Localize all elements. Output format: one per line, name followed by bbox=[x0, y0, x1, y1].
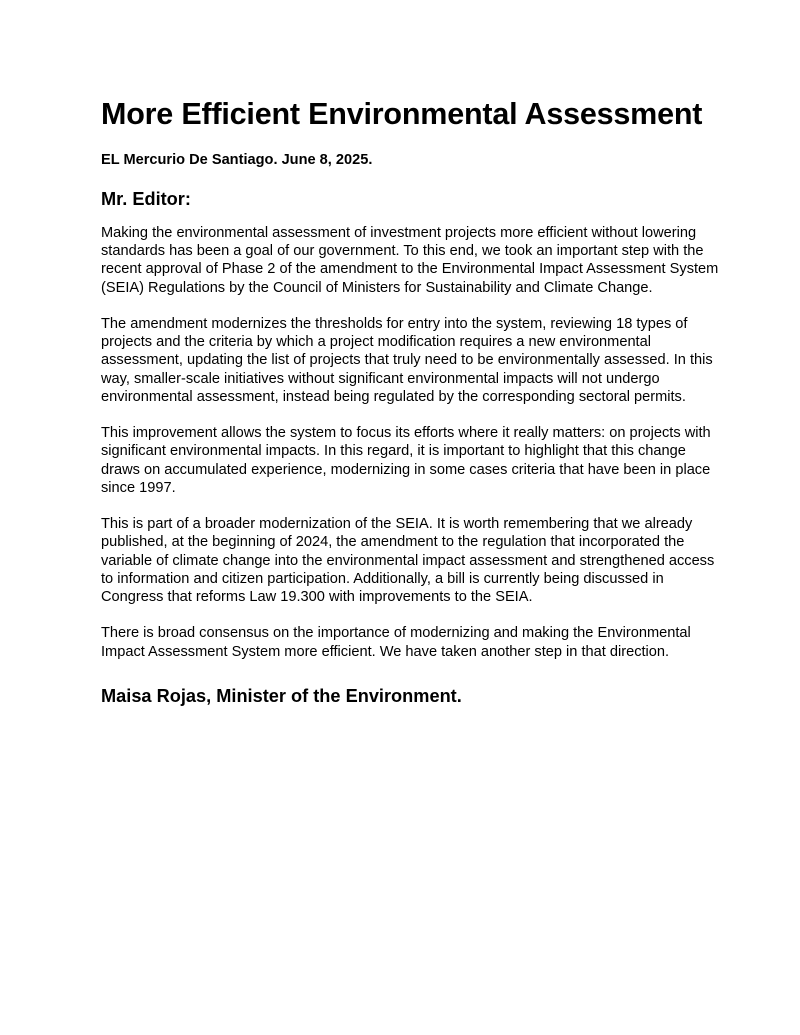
letter-page bbox=[101, 95, 721, 708]
article-title: More Efficient Environmental Assessment bbox=[101, 97, 703, 131]
body-paragraph: This is part of a broader modernization of the SEIA. It is worth remembering that we already published, at the beginning of 2024, the amendment to the regulation that incorporated the variable of climate change into the environmental impact assessment and strengthened access to information and citizen participation. Additionally, a bill is currently being discussed in Congress that reforms Law 19.300 with improvements to the SEIA. bbox=[101, 516, 715, 606]
article-byline: EL Mercurio De Santiago. June 8, 2025. bbox=[101, 152, 373, 168]
signature: Maisa Rojas, Minister of the Environment. bbox=[101, 685, 462, 706]
letter-body bbox=[101, 224, 721, 661]
salutation: Mr. Editor: bbox=[101, 189, 191, 209]
body-paragraph: This improvement allows the system to focus its efforts where it really matters: on projects with significant environmental impacts. In this regard, it is important to highlight that this change draws on accumulated experience, modernizing in some cases criteria that have been in place since 1997. bbox=[101, 425, 711, 496]
body-paragraph: The amendment modernizes the thresholds for entry into the system, reviewing 18 types of projects and the criteria by which a project modification requires a new environmental assessment, updating the list of projects that truly need to be environmentally assessed. In this way, smaller-scale initiatives without significant environmental impacts will not undergo environmental assessment, instead being regulated by the corresponding sectoral permits. bbox=[101, 316, 713, 405]
body-paragraph: Making the environmental assessment of investment projects more efficient without lowering standards has been a goal of our government. To this end, we took an important step with the recent approval of Phase 2 of the amendment to the Environmental Impact Assessment System (SEIA) Regulations by the Council of Ministers for Sustainability and Climate Change. bbox=[101, 225, 719, 296]
body-paragraph: There is broad consensus on the importance of modernizing and making the Environmental Impact Assessment System more efficient. We have taken another step in that direction. bbox=[101, 625, 691, 660]
